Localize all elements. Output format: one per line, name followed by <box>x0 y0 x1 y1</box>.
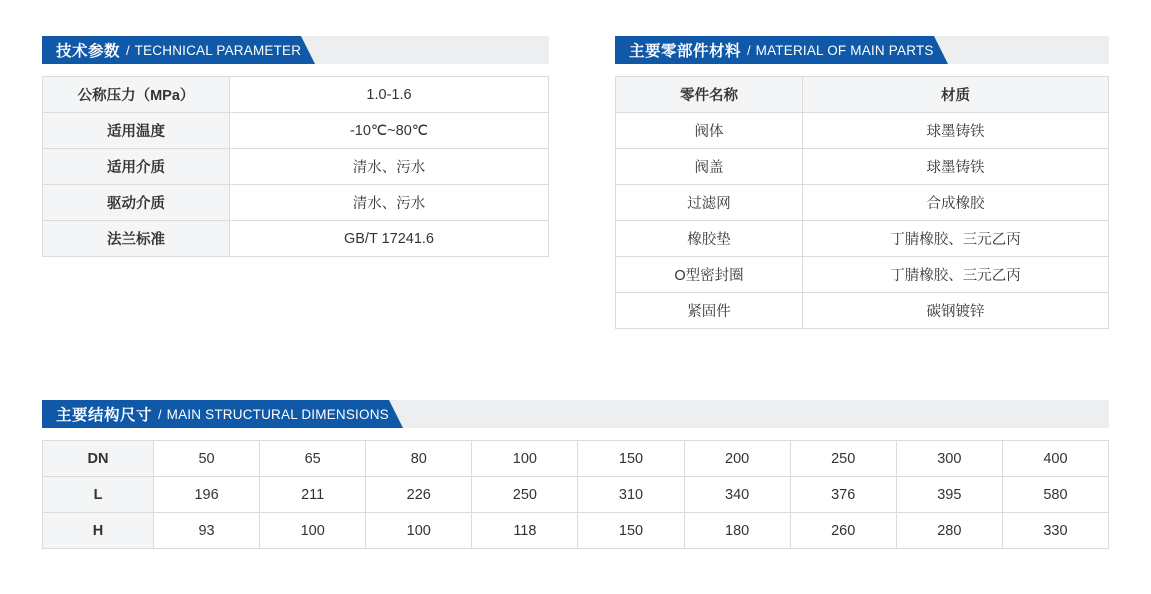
technical-parameter-value: -10℃~80℃ <box>230 113 549 149</box>
material-of-main-parts-title-cn: 主要零部件材料 <box>629 43 742 60</box>
material-of-main-parts-header-banner <box>615 36 934 64</box>
dimensions-cell: 118 <box>472 513 578 549</box>
table-row <box>43 221 549 257</box>
dimensions-cell: 280 <box>896 513 1002 549</box>
dimensions-cell: 211 <box>260 477 366 513</box>
dimensions-cell: 580 <box>1002 477 1108 513</box>
material-part-material: 球墨铸铁 <box>803 113 1109 149</box>
main-structural-dimensions-header-banner <box>42 400 389 428</box>
material-table <box>615 76 1109 329</box>
technical-parameter-title-en: TECHNICAL PARAMETER <box>134 42 302 58</box>
main-structural-dimensions-header <box>42 400 1109 428</box>
technical-parameter-section <box>42 36 549 257</box>
technical-parameter-value: 1.0-1.6 <box>230 77 549 113</box>
material-part-material: 碳钢镀锌 <box>803 293 1109 329</box>
technical-parameter-label: 驱动介质 <box>43 185 230 221</box>
dimensions-cell: 100 <box>366 513 472 549</box>
dimensions-cell: 250 <box>790 441 896 477</box>
dimensions-cell: 200 <box>684 441 790 477</box>
table-row <box>616 185 1109 221</box>
dimensions-cell: 395 <box>896 477 1002 513</box>
material-of-main-parts-section <box>615 36 1109 329</box>
table-row <box>43 477 1109 513</box>
material-column-header-material: 材质 <box>803 77 1109 113</box>
dimensions-cell: 80 <box>366 441 472 477</box>
table-header-row <box>616 77 1109 113</box>
technical-parameter-table <box>42 76 549 257</box>
material-of-main-parts-title-separator: / <box>747 42 751 58</box>
material-part-material: 球墨铸铁 <box>803 149 1109 185</box>
technical-parameter-value: 清水、污水 <box>230 149 549 185</box>
dimensions-row-label: DN <box>43 441 154 477</box>
dimensions-cell: 150 <box>578 513 684 549</box>
material-part-name: 阀体 <box>616 113 803 149</box>
dimensions-row-label: H <box>43 513 154 549</box>
technical-parameter-table-wrapper <box>42 76 549 257</box>
dimensions-cell: 180 <box>684 513 790 549</box>
table-row <box>43 113 549 149</box>
table-row <box>43 513 1109 549</box>
material-of-main-parts-header <box>615 36 1109 64</box>
main-structural-dimensions-title-en: MAIN STRUCTURAL DIMENSIONS <box>166 406 389 422</box>
dimensions-cell: 226 <box>366 477 472 513</box>
table-row <box>616 149 1109 185</box>
main-structural-dimensions-title-cn: 主要结构尺寸 <box>56 407 153 424</box>
material-part-name: 过滤网 <box>616 185 803 221</box>
dimensions-cell: 65 <box>260 441 366 477</box>
technical-parameter-label: 适用介质 <box>43 149 230 185</box>
material-part-material: 合成橡胶 <box>803 185 1109 221</box>
dimensions-cell: 300 <box>896 441 1002 477</box>
material-of-main-parts-title-en: MATERIAL OF MAIN PARTS <box>755 42 934 58</box>
table-row <box>43 149 549 185</box>
material-part-name: 紧固件 <box>616 293 803 329</box>
technical-parameter-value: GB/T 17241.6 <box>230 221 549 257</box>
dimensions-cell: 376 <box>790 477 896 513</box>
dimensions-cell: 330 <box>1002 513 1108 549</box>
material-column-header-part: 零件名称 <box>616 77 803 113</box>
material-table-wrapper <box>615 76 1109 329</box>
dimensions-cell: 310 <box>578 477 684 513</box>
table-row <box>43 185 549 221</box>
dimensions-table <box>42 440 1109 549</box>
dimensions-cell: 93 <box>154 513 260 549</box>
table-row <box>43 77 549 113</box>
dimensions-row-label: L <box>43 477 154 513</box>
table-row <box>616 257 1109 293</box>
technical-parameter-label: 适用温度 <box>43 113 230 149</box>
technical-parameter-label: 法兰标准 <box>43 221 230 257</box>
material-part-material: 丁腈橡胶、三元乙丙 <box>803 257 1109 293</box>
main-structural-dimensions-title-separator: / <box>158 406 162 422</box>
material-part-material: 丁腈橡胶、三元乙丙 <box>803 221 1109 257</box>
dimensions-cell: 340 <box>684 477 790 513</box>
technical-parameter-label: 公称压力（MPa） <box>43 77 230 113</box>
dimensions-table-wrapper <box>42 440 1109 549</box>
dimensions-cell: 196 <box>154 477 260 513</box>
table-row <box>616 221 1109 257</box>
technical-parameter-header <box>42 36 549 64</box>
table-row <box>616 293 1109 329</box>
technical-parameter-header-banner <box>42 36 301 64</box>
main-structural-dimensions-section <box>42 400 1109 549</box>
dimensions-cell: 150 <box>578 441 684 477</box>
material-part-name: 阀盖 <box>616 149 803 185</box>
dimensions-cell: 100 <box>472 441 578 477</box>
technical-parameter-value: 清水、污水 <box>230 185 549 221</box>
dimensions-cell: 100 <box>260 513 366 549</box>
dimensions-cell: 260 <box>790 513 896 549</box>
material-part-name: 橡胶垫 <box>616 221 803 257</box>
dimensions-cell: 400 <box>1002 441 1108 477</box>
dimensions-cell: 250 <box>472 477 578 513</box>
material-part-name: O型密封圈 <box>616 257 803 293</box>
table-row <box>616 113 1109 149</box>
dimensions-cell: 50 <box>154 441 260 477</box>
technical-parameter-title-separator: / <box>126 42 130 58</box>
technical-parameter-title-cn: 技术参数 <box>56 43 121 60</box>
table-row <box>43 441 1109 477</box>
